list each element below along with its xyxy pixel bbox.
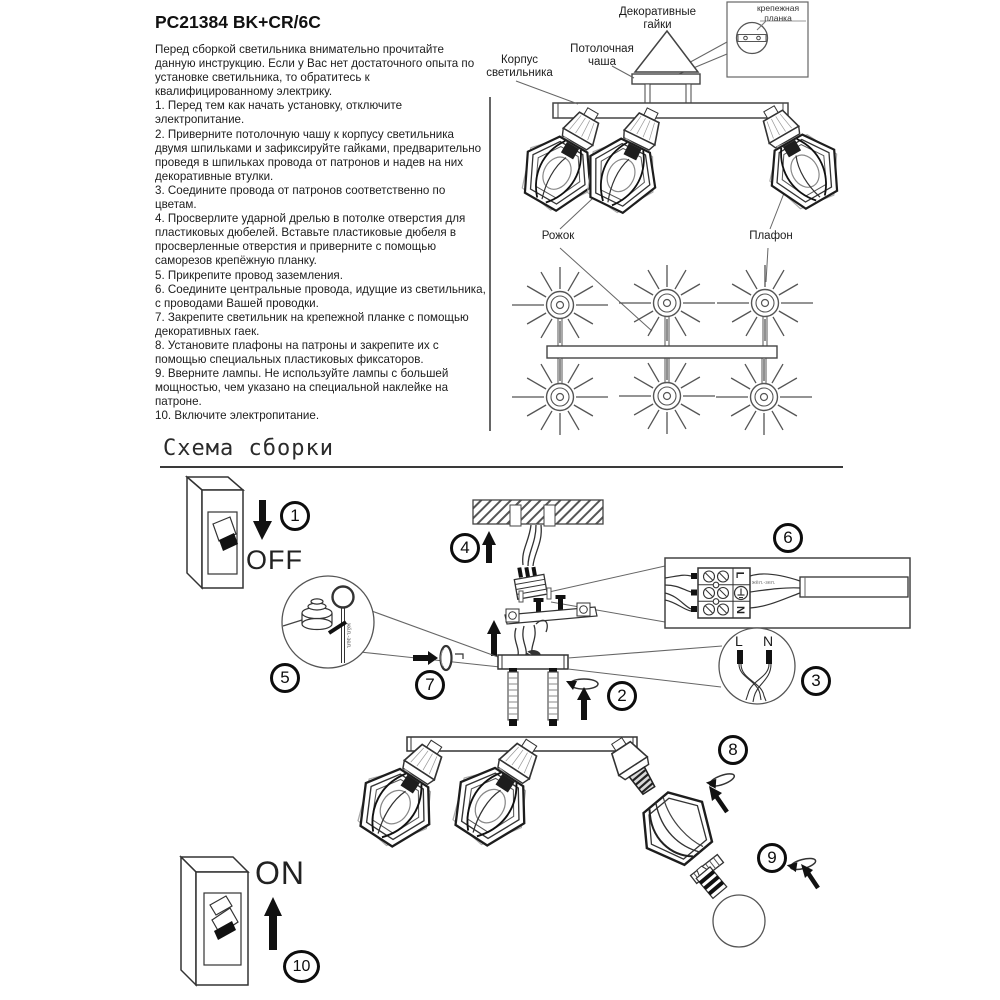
- wall-switch-on: [181, 857, 248, 985]
- label-mounting-strap: крепежная планка: [756, 3, 800, 23]
- threaded-stud: [548, 668, 558, 726]
- up-arrow-icon: [264, 897, 282, 950]
- pointer-arrow-icon: [801, 864, 818, 888]
- instruction-step-3: 3. Соедините провода от патронов соответственно по цветам.: [155, 183, 446, 212]
- step-badge-5: 5: [270, 663, 300, 693]
- label-arm: Рожок: [541, 230, 575, 242]
- assembly-heading: Схема сборки: [163, 436, 334, 461]
- step-badge-10: 10: [283, 950, 320, 983]
- junction-box-detail: [665, 558, 910, 628]
- decorative-nut-icon: [413, 646, 463, 670]
- top-view: [512, 265, 813, 435]
- step-badge-2: 2: [607, 681, 637, 711]
- step-badge-7: 7: [415, 670, 445, 700]
- wall-switch-off: [187, 477, 243, 588]
- instruction-step-5: 5. Прикрепите провод заземления.: [155, 268, 343, 282]
- label-ceiling-cup: Потолочная чаша: [570, 43, 634, 68]
- instruction-step-2: 2. Приверните потолочную чашу к корпусу светильника двумя шпильками и зафиксируйте гайками, предварительно проведя в шпильках провода от патронов и надев на них декоративные втулки.: [155, 127, 482, 183]
- switch-on-label: ON: [255, 855, 305, 891]
- label-fixture-body: Корпус светильника: [486, 54, 553, 79]
- down-arrow-icon: [253, 500, 272, 540]
- instruction-step-6: 6. Соедините центральные провода, идущие из светильника, с проводами Вашей проводки.: [155, 282, 486, 310]
- label-shade: Плафон: [749, 230, 793, 242]
- step-badge-3: 3: [801, 666, 831, 696]
- up-arrow-icon: [487, 620, 501, 656]
- terminal-n-label: N: [763, 633, 774, 649]
- instruction-step-1: 1. Перед тем как начать установку, отключите электропитание.: [155, 99, 403, 127]
- label-decorative-nuts: Декоративные гайки: [618, 6, 697, 31]
- ground-symbol-icon: [735, 587, 748, 600]
- instruction-step-8: 8. Установите плафоны на патроны и закрепите их с помощью специальных пластиковых фиксаторов.: [155, 338, 439, 367]
- ceiling-canopy: [632, 31, 700, 105]
- threaded-stud: [508, 668, 518, 726]
- step-badge-9: 9: [757, 843, 787, 873]
- light-bulb: [692, 862, 765, 947]
- instruction-step-10: 10. Включите электропитание.: [155, 409, 320, 423]
- terminal-n-mark: N: [733, 606, 746, 614]
- instruction-step-7: 7. Закрепите светильник на крепежной планке с помощью декоративных гаек.: [155, 310, 469, 338]
- ceiling-hatch: [473, 500, 603, 526]
- mounting-bar: [498, 620, 598, 726]
- terminal-l-mark: L: [733, 571, 746, 579]
- terminal-l-label: L: [735, 633, 743, 649]
- assembly-diagram: [0, 470, 1000, 1000]
- step-badge-4: 4: [450, 533, 480, 563]
- ceiling-wires: [523, 525, 542, 566]
- wire-color-label: жёл.-зел.: [752, 580, 776, 586]
- ground-screw-detail: [282, 576, 500, 668]
- heading-rule: [160, 466, 843, 468]
- ln-wires-detail: [568, 628, 795, 704]
- instructions-text: [155, 12, 487, 424]
- mounting-strap: [505, 588, 597, 624]
- parts-diagram: [480, 0, 1000, 440]
- up-arrow-icon: [482, 531, 496, 563]
- pointer-arrow-icon: [709, 786, 727, 812]
- up-arrow-icon: [577, 687, 591, 720]
- instructions-intro: Перед сборкой светильника внимательно прочитайте данную инструкцию. Если у Вас нет достаточного опыта по установке светильника, то обратитесь к квалифицированному электрику.: [155, 43, 475, 99]
- instruction-step-4: 4. Просверлите ударной дрелью в потолке отверстия для пластиковых дюбелей. Вставьте пластиковые дюбеля в просверленные отверстия и приверните с помощью саморезов крепёжную планку.: [155, 212, 466, 268]
- wire-connector: [512, 564, 547, 600]
- step-badge-6: 6: [773, 523, 803, 553]
- instruction-step-9: 9. Вверните лампы. Не используйте лампы с большей мощностью, чем указано на специальной наклейке на патроне.: [155, 367, 449, 409]
- wire-color-label: жёл.-зел.: [345, 623, 351, 649]
- step-badge-1: 1: [280, 501, 310, 531]
- model-number: PC21384 BK+CR/6C: [155, 12, 321, 32]
- rotation-arrow-icon: [566, 679, 598, 690]
- step-badge-8: 8: [718, 735, 748, 765]
- switch-off-label: OFF: [246, 545, 303, 575]
